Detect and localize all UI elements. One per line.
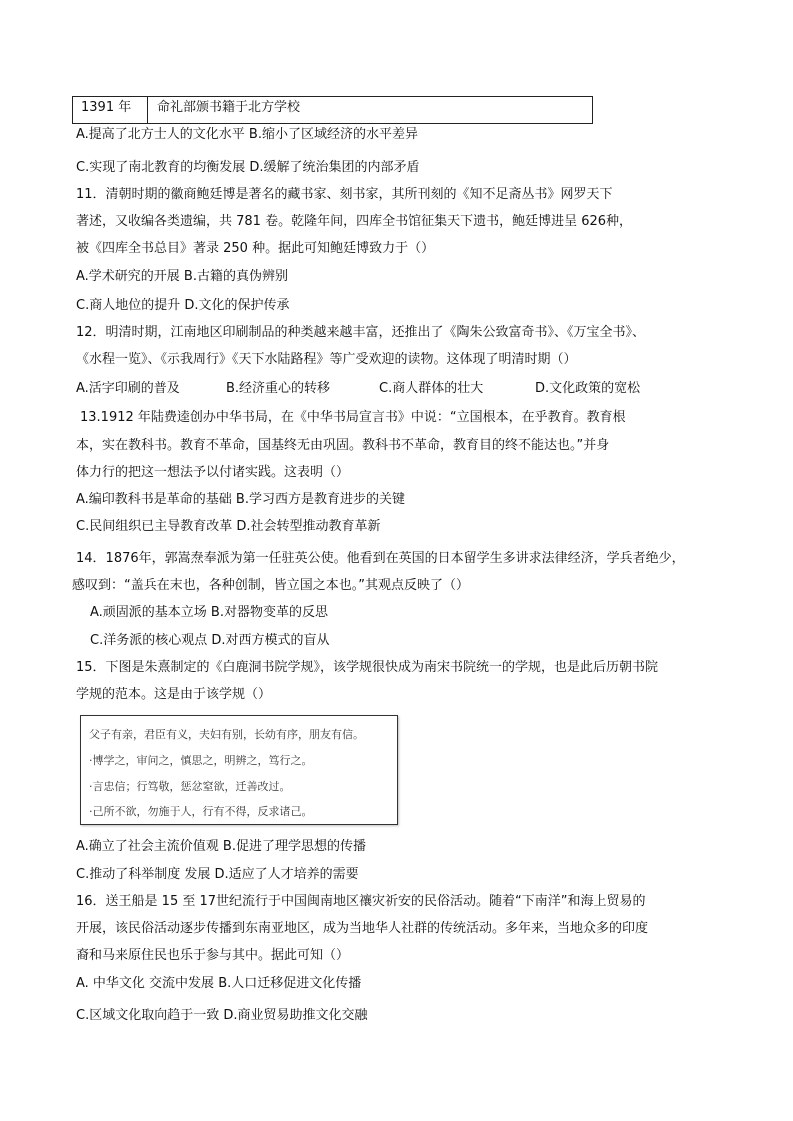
q12-option-b: B.经济重心的转移 — [226, 381, 331, 396]
rules-quote-2: ·博学之，审问之，慎思之，明辨之，笃行之。 — [89, 754, 313, 767]
q16-stem-line2: 开展，该民俗活动逐步传播到东南亚地区，成为当地华人社群的传统活动。多年来，当地众多的印度 — [76, 921, 649, 936]
q12-option-d: D.文化政策的宽松 — [535, 381, 641, 396]
q15-stem-line2: 学规的范本。这是由于该学规（） — [76, 687, 272, 702]
q11-stem-line2: 著述，又收编各类遗编，共 781 卷。乾隆年间，四库全书馆征集天下遗书，鲍廷博进呈 626种， — [76, 214, 633, 229]
q16-stem-line3: 裔和马来原住民也乐于参与其中。据此可知（） — [76, 948, 350, 963]
q14-options-cd: C.洋务派的核心观点 D.对西方模式的盲从 — [90, 633, 330, 648]
q12-option-a: A.活字印刷的普及 — [76, 381, 180, 396]
q11-stem-line1: 11．清朝时期的徽商鲍廷博是著名的藏书家、刻书家，其所刊刻的《知不足斋丛书》网罗天下 — [76, 187, 613, 202]
q11-options-ab: A.学术研究的开展 B.古籍的真伪辨别 — [76, 269, 288, 284]
q13-options-ab: A.编印教科书是革命的基础 B.学习西方是教育进步的关键 — [76, 492, 405, 507]
q14-options-ab: A.顽固派的基本立场 B.对器物变革的反思 — [90, 605, 328, 620]
q14-stem-line2: 感叹到：“盖兵在末也，各种创制，皆立国之本也。”其观点反映了（） — [72, 578, 469, 593]
table-year-cell: 1391 年 — [73, 97, 148, 123]
q13-options-cd: C.民间组织已主导教育改革 D.社会转型推动教育革新 — [76, 519, 381, 534]
q16-options-cd: C.区域文化取向趋于一致 D.商业贸易助推文化交融 — [76, 1008, 368, 1023]
q12-option-c: C.商人群体的壮大 — [379, 381, 484, 396]
q15-options-cd: C.推动了科举制度 发展 D.适应了人才培养的需要 — [76, 867, 359, 882]
table-event-cell: 命礼部颁书籍于北方学校 — [157, 100, 301, 115]
q13-stem-line2: 本，实在教科书。教育不革命，国基终无由巩固。教科书不革命，教育目的终不能达也。”并身 — [76, 438, 610, 453]
event-table-row — [72, 96, 593, 124]
q11-options-cd: C.商人地位的提升 D.文化的保护传承 — [76, 298, 290, 313]
q12-stem-line1: 12．明清时期，江南地区印刷制品的种类越来越丰富，还推出了《陶朱公致富奇书》、《万宝全书》、 — [76, 325, 646, 340]
q10-options-cd: C.实现了南北教育的均衡发展 D.缓解了统治集团的内部矛盾 — [76, 160, 420, 175]
rules-quote-1: 父子有亲，君臣有义，夫妇有别，长幼有序，朋友有信。 — [89, 728, 364, 741]
q13-stem-line3: 体力行的把这一想法予以付诸实践。这表明（） — [76, 465, 350, 480]
q16-options-ab: A. 中华文化 交流中发展 B.人口迁移促进文化传播 — [76, 976, 362, 991]
q15-options-ab: A.确立了社会主流价值观 B.促进了理学思想的传播 — [76, 839, 366, 854]
q15-stem-line1: 15．下图是朱熹制定的《白鹿洞书院学规》，该学规很快成为南宋书院统一的学规，也是此后历朝书院 — [76, 660, 659, 675]
academy-rules-figure — [80, 715, 398, 825]
rules-quote-4: ·己所不欲，勿施于人，行有不得，反求诸己。 — [89, 805, 313, 818]
rules-quote-3: ·言忠信；行笃敬，惩忿窒欲，迁善改过。 — [89, 780, 291, 793]
q13-stem-line1: 13.1912 年陆费逵创办中华书局，在《中华书局宣言书》中说：“立国根本，在乎教育。教育根 — [80, 410, 626, 425]
q12-stem-line2: 《水程一览》、《示我周行》《天下水陆路程》等广受欢迎的读物。这体现了明清时期（） — [76, 352, 577, 367]
q11-stem-line3: 被《四库全书总目》著录 250 种。据此可知鲍廷博致力于（） — [76, 241, 435, 256]
q14-stem-line1: 14．1876年，郭嵩焘奉派为第一任驻英公使。他看到在英国的日本留学生多讲求法律经济，学兵者绝少， — [76, 551, 685, 566]
q10-options-ab: A.提高了北方士人的文化水平 B.缩小了区域经济的水平差异 — [76, 127, 418, 142]
q16-stem-line1: 16．送王船是 15 至 17世纪流行于中国闽南地区禳灾祈安的民俗活动。随着“下南洋”和海上贸易的 — [76, 894, 646, 909]
